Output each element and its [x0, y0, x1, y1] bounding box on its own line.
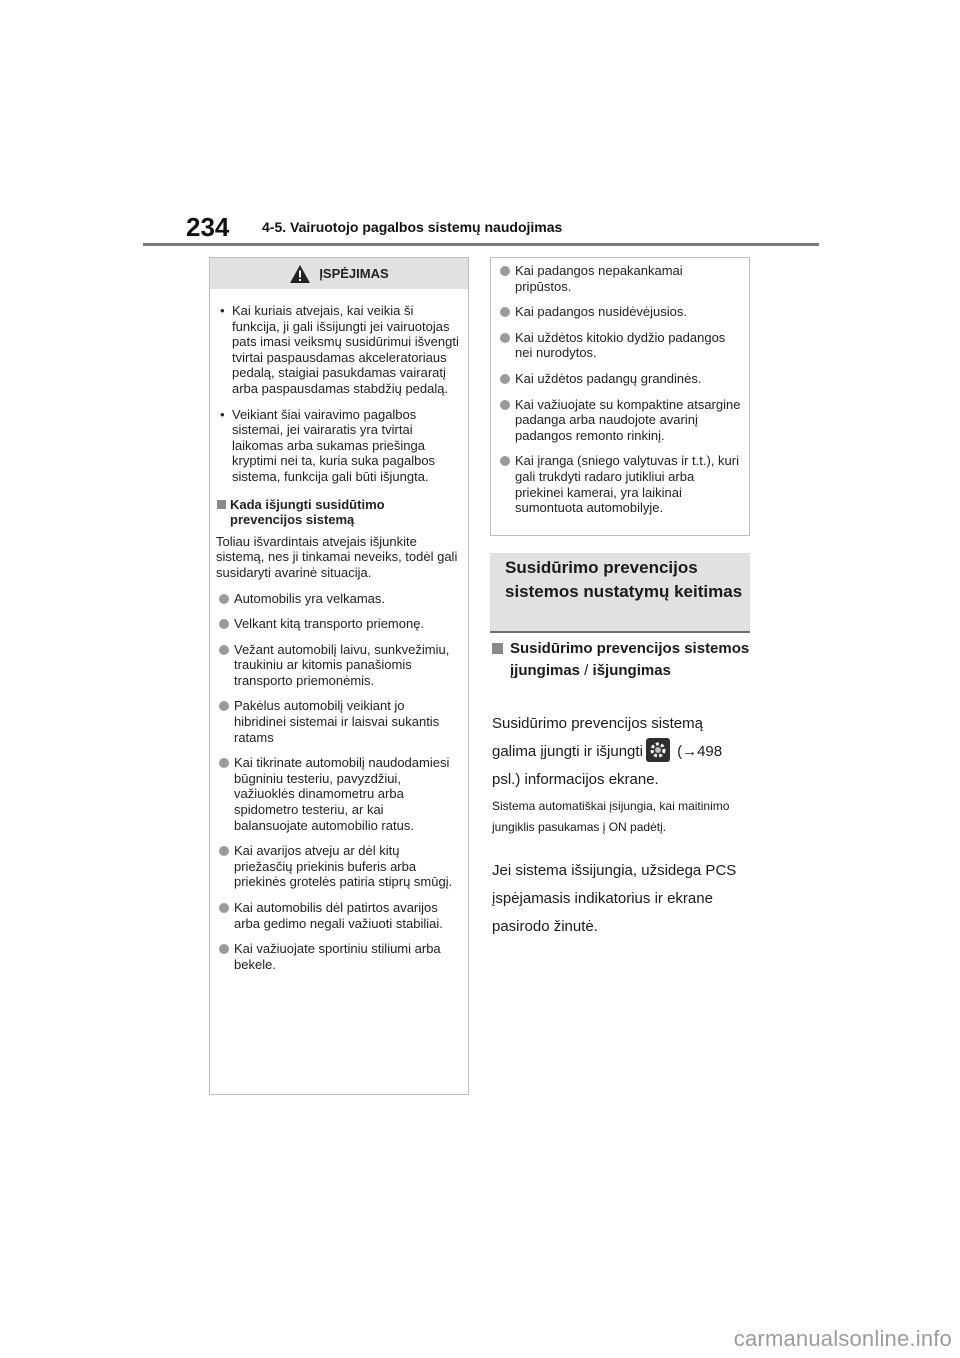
bullet-dot-icon — [500, 333, 510, 343]
header-rule — [143, 243, 819, 246]
list-item: Kai uždėtos kitokio dydžio padangos nei nurodytos. — [497, 330, 741, 361]
section-heading: Susidūrimo prevencijos sistemos nustatymų keitimas — [490, 553, 750, 633]
chapter-title: 4-5. Vairuotojo pagalbos sistemų naudojimas — [262, 219, 563, 235]
bullet-dot-icon — [219, 645, 229, 655]
square-bullet-icon — [492, 643, 503, 654]
list-item: Kai važiuojate sportiniu stiliumi arba bekele. — [216, 941, 460, 972]
list-item: Kai padangos nepakankamai pripūstos. — [497, 263, 741, 294]
watermark: carmanualsonline.info — [733, 1326, 952, 1351]
gear-icon — [646, 738, 670, 762]
list-item: Kai važiuojate su kompaktine atsargine padanga arba naudojote avarinį padangos remonto rinkinį. — [497, 397, 741, 444]
auto-on-note: Sistema automatiškai įsijungia, kai maitinimo jungiklis pasukamas į ON padėtį. — [492, 799, 730, 834]
square-bullet-icon — [217, 500, 226, 509]
warning-subheading: Kada išjungti susidūtimo prevencijos sistemą — [216, 497, 460, 528]
page-number: 234 — [186, 212, 230, 242]
bullet-dot-icon — [500, 307, 510, 317]
bullet-dot-icon — [219, 701, 229, 711]
list-item: Kai uždėtos padangų grandinės. — [497, 371, 741, 387]
bullet-dot-icon — [219, 758, 229, 768]
warning-bullet: • Veikiant šiai vairavimo pagalbos sistemai, jei vairaratis yra tvirtai laikomas arba sukamas priešinga kryptimi nei ta, kuria suka pagalbos sistema, funkcija gali būti išjungta. — [220, 406, 436, 484]
bullet-dot-icon — [500, 266, 510, 276]
warning-box — [209, 257, 469, 1095]
toggle-paragraph: Susidūrimo prevencijos sistemą galima įjungti ir išjungti (→498 psl.) informacijos ekrane. — [492, 715, 723, 788]
warning-triangle-icon — [289, 264, 311, 284]
bullet-dot-icon — [500, 456, 510, 466]
list-item: Automobilis yra velkamas. — [216, 591, 460, 607]
warning-title: ĮSPĖJIMAS — [319, 266, 389, 281]
bullet-dot-icon — [219, 903, 229, 913]
list-item: Kai automobilis dėl patirtos avarijos arba gedimo negali važiuoti stabiliai. — [216, 900, 460, 931]
warning-body — [210, 289, 468, 972]
warning-bullet: • Kai kuriais atvejais, kai veikia ši funkcija, ji gali išsijungti jei vairuotojas pats imasi veiksmų susidūrimui išvengti tvirtai paspausdamas akceleratoriaus pedalą, staigiai pasukdamas vairaratį arba paspausdamas stabdžių pedalą. — [220, 303, 459, 396]
list-item: Kai padangos nusidėvėjusios. — [497, 304, 741, 320]
bullet-dot-icon — [219, 594, 229, 604]
list-item: Vežant automobilį laivu, sunkvežimiu, traukiniu ar kitomis panašiomis transporto priemonėmis. — [216, 642, 460, 689]
bullet-dot-icon — [500, 374, 510, 384]
list-item: Velkant kitą transporto priemonę. — [216, 616, 460, 632]
warning-light-note: Jei sistema išsijungia, užsidega PCS įspėjamasis indikatorius ir ekrane pasirodo žinutė. — [492, 862, 737, 935]
list-item: Kai tikrinate automobilį naudodamiesi būgniniu testeriu, pavyzdžiui, važiuoklės dinamometru arba spidometro testeriu, ar kai balansuojate automobilio ratus. — [216, 755, 460, 833]
list-item: Kai įranga (sniego valytuvas ir t.t.), kuri gali trukdyti radaro jutikliui arba priekinei kamerai, yra laikinai sumontuota automobilyje. — [497, 453, 741, 515]
warning-header — [210, 258, 468, 289]
toggle-subheading: Susidūrimo prevencijos sistemos įjungimas / išjungimas — [492, 638, 750, 682]
bullet-dot-icon — [219, 846, 229, 856]
list-item: Kai avarijos atveju ar dėl kitų priežasčių priekinis buferis arba priekinės grotelės patiria stiprų smūgį. — [216, 843, 460, 890]
bullet-dot-icon — [219, 619, 229, 629]
conditions-body — [491, 258, 749, 516]
warning-intro: Toliau išvardintais atvejais išjunkite sistemą, nes ji tinkamai neveiks, todėl gali susidaryti avarinė situacija. — [216, 533, 458, 580]
bullet-dot-icon — [500, 400, 510, 410]
conditions-box — [490, 257, 750, 536]
list-item: Pakėlus automobilį veikiant jo hibridinei sistemai ir laisvai sukantis ratams — [216, 698, 460, 745]
bullet-dot-icon — [219, 944, 229, 954]
